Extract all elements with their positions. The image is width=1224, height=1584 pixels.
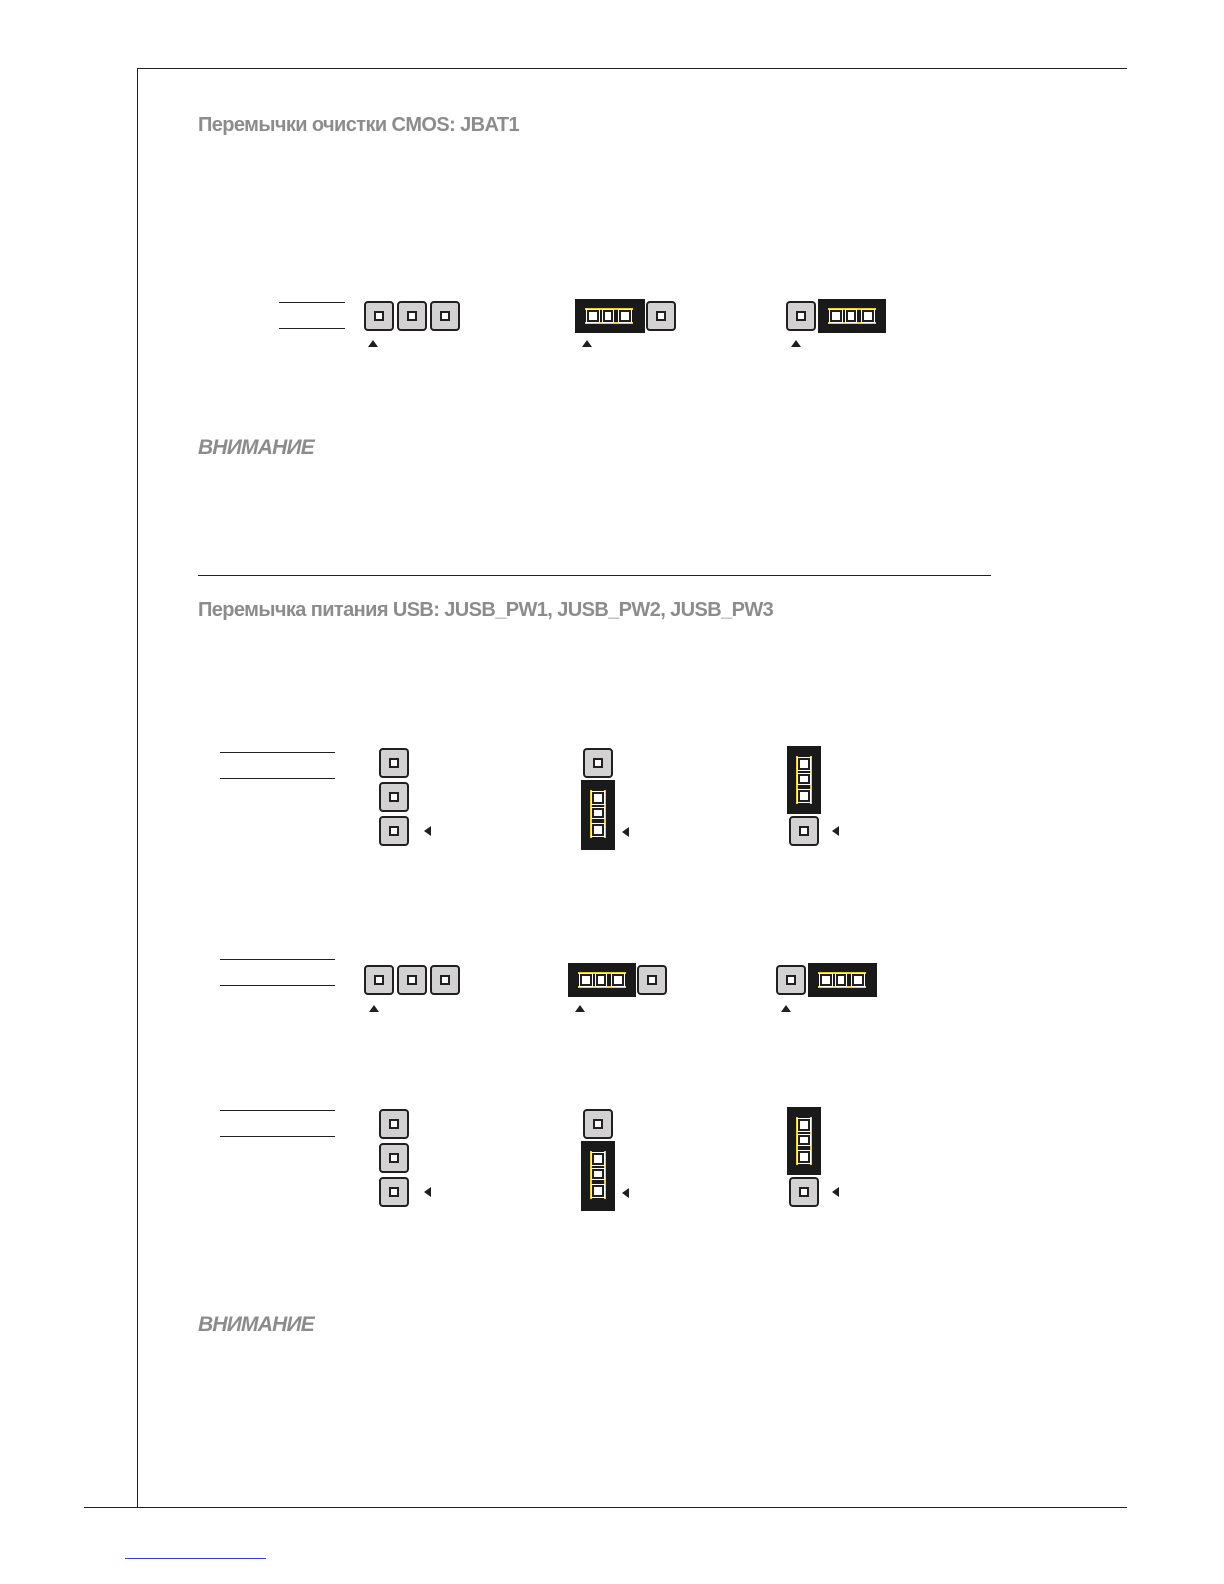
jusb-pw1-label-line-bottom [220,778,335,779]
pin1-arrow-icon [424,1187,431,1197]
jusb-pw3-jumper-pins-2-3 [787,1107,821,1209]
jusb-pw2-label-line-top [220,959,335,960]
jusb-pw2-jumper-open [362,963,463,997]
jumper-pin [430,965,460,995]
jumper-pin [379,782,409,812]
jumper-pin [646,301,676,331]
jumper-pin [430,301,460,331]
jusb-pw2-jumper-pins-1-2 [568,963,670,997]
jusb-pw1-jumper-pins-1-2 [581,746,615,850]
pin1-arrow-icon [832,826,839,836]
pin1-arrow-icon [791,340,801,347]
jumper-pin [789,1177,819,1207]
jusb-pw3-label-line-top [220,1110,335,1111]
jumper-pin [637,965,667,995]
usb-notice-title: ВНИМАНИЕ [198,1313,314,1336]
page-frame-left-rule [137,68,138,1508]
usb-power-jumper-heading: Перемычка питания USB: JUSB_PW1, JUSB_PW2, JUSB_PW3 [198,599,774,621]
jumper-pin [397,301,427,331]
jumper-pin [379,816,409,846]
jumper-pin [379,1143,409,1173]
jusb-pw3-jumper-pins-1-2 [581,1107,615,1211]
cmos-jumper-heading: Перемычки очистки CMOS: JBAT1 [198,114,520,136]
pin1-arrow-icon [575,1005,585,1012]
cmos-notice-title: ВНИМАНИЕ [198,436,314,459]
pin1-arrow-icon [424,826,431,836]
pin1-arrow-icon [622,1188,629,1198]
jusb-pw1-jumper-open [377,746,411,848]
pin1-arrow-icon [832,1187,839,1197]
jbat1-label-line-bottom [279,328,345,329]
jbat1-jumper-open [362,299,463,333]
jbat1-label-line-top [279,302,345,303]
pin1-arrow-icon [781,1005,791,1012]
jumper-pin [364,965,394,995]
page-frame-bottom-rule [84,1507,1127,1508]
jusb-pw3-label-line-bottom [220,1136,335,1137]
jusb-pw2-label-line-bottom [220,985,335,986]
pin1-arrow-icon [582,340,592,347]
jbat1-jumper-pins-1-2 [575,299,679,333]
jumper-pin [379,1177,409,1207]
jusb-pw2-jumper-pins-2-3 [775,963,877,997]
jumper-pin [364,301,394,331]
footer-link-underline[interactable] [125,1558,266,1559]
jumper-pin [379,748,409,778]
jumper-pin [379,1109,409,1139]
section-divider [198,575,991,576]
jbat1-jumper-pins-2-3 [785,299,887,333]
page-frame-top-rule [137,68,1127,69]
jusb-pw1-label-line-top [220,752,335,753]
jumper-pin [583,748,613,778]
jumper-pin [583,1109,613,1139]
jumper-pin [776,965,806,995]
jusb-pw3-jumper-open [377,1107,411,1209]
pin1-arrow-icon [368,340,378,347]
pin1-arrow-icon [622,827,629,837]
jumper-pin [789,816,819,846]
pin1-arrow-icon [369,1005,379,1012]
jusb-pw1-jumper-pins-2-3 [787,746,821,848]
jumper-pin [397,965,427,995]
jumper-pin [786,301,816,331]
